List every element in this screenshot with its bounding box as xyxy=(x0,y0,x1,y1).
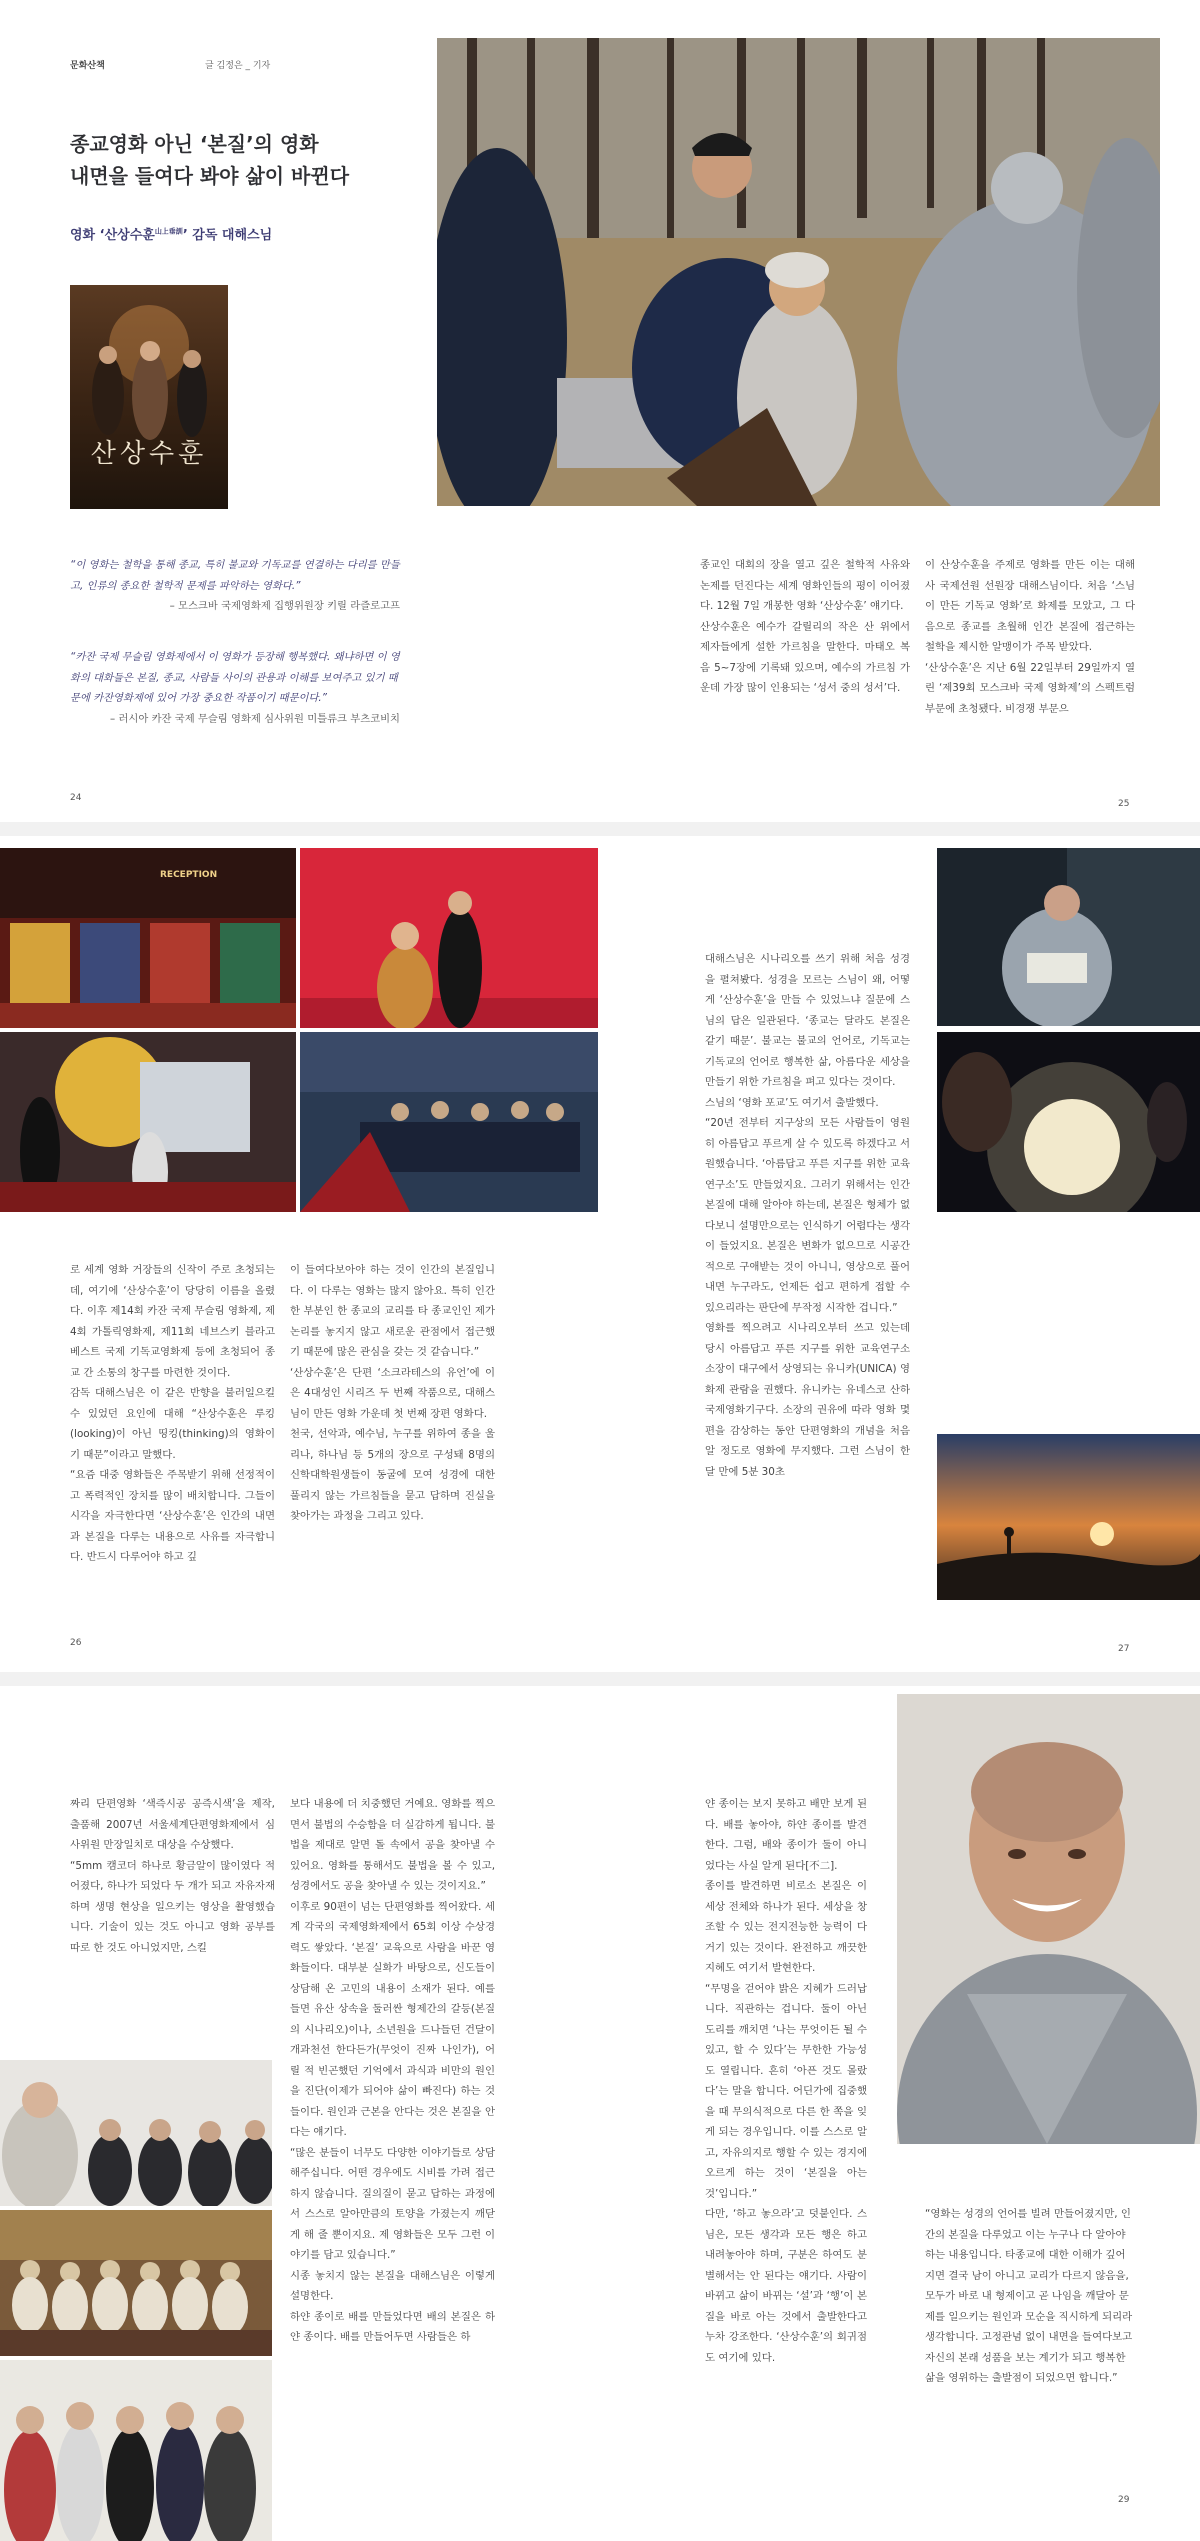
paragraph: 이후로 90편이 넘는 단편영화를 찍어왔다. 세계 각국의 국제영화제에서 65회 이상 수상경력도 쌓았다. ‘본질’ 교육으로 사람을 바꾼 영화들이다. 대부분 실화가 바탕으로, 신도들이 상담해 온 고민의 내용이 소재가 된다. 예를 들면 유산 상속을 둘러싼 형제간의 갈등(본질의 시나리오)이나, 소년원을 드나들던 건달이 개과천선 한다든가(무엇이 진짜 나인가), 어릴 적 빈곤했던 기억에서 과식과 비만의 원인을 진단(이제가 되어야 삶이 빠진다) 하는 것들이다. 원인과 근본을 안다는 것은 본질을 안다는 얘기다. xyxy=(290,1900,495,2138)
red-carpet-photo xyxy=(300,848,598,1028)
title-line-2: 내면을 들여다 봐야 삶이 바뀐다 xyxy=(70,164,350,188)
paragraph: 산상수훈은 예수가 갈릴리의 작은 산 위에서 제자들에게 설한 가르침을 말한다. 마태오 복음 5~7장에 기록돼 있으며, 예수의 가르침 가운데 가장 많이 인용되는 ‘성서 중의 성서’다. xyxy=(700,620,910,694)
quote-1 xyxy=(70,555,400,617)
paragraph: 영화를 찍으려고 시나리오부터 쓰고 있는데 당시 아름답고 푸른 지구를 위한 교육연구소 소장이 대구에서 상영되는 유니카(UNICA) 영화제 관람을 권했다. 유니카는 유네스코 산하 국제영화기구다. 소장의 권유에 따라 영화 몇 편을 감상하는 동안 단편영화의 개념을 처음 알 정도로 영화에 무지했다. 그런 스님이 한 달 만에 5분 30초 xyxy=(705,1322,910,1478)
spread-pages-28-29 xyxy=(0,1686,1200,2541)
section-label: 문화산책 xyxy=(70,61,105,71)
paragraph: 스님의 ‘영화 포교’도 여기서 출발했다. xyxy=(705,1096,879,1109)
paragraph: 로 세계 영화 거장들의 신작이 주로 초청되는데, 여기에 ‘산상수훈’이 당당히 이름을 올렸다. 이후 제14회 카잔 국제 무슬림 영화제, 제4회 가톨릭영화제, 제11회 네브스키 블라고베스트 국제 기독교영화제 등에 초청되어 종교 간 소통의 창구를 마련한 것이다. xyxy=(70,1264,275,1379)
monk-reading-photo xyxy=(937,848,1200,1026)
paragraph: ‘산상수훈’은 지난 6월 22일부터 29일까지 열린 ‘제39회 모스크바 국제 영화제’의 스펙트럼 부문에 초청됐다. 비경쟁 부문으 xyxy=(925,661,1135,715)
article-title xyxy=(70,128,349,192)
paragraph: 보다 내용에 더 치중했던 거예요. 영화를 찍으면서 불법의 수승함을 더 실감하게 됩니다. 불법을 제대로 알면 돌 속에서 공을 찾아낼 수 있어요. 영화를 통해서도 불법을 볼 수 있고, 성경에서도 공을 찾아낼 수 있는 것이지요.” xyxy=(290,1798,495,1892)
title-line-1: 종교영화 아닌 ‘본질’의 영화 xyxy=(70,132,319,156)
quote-1-text: “이 영화는 철학을 통해 종교, 특히 불교와 기독교를 연결하는 다리를 만들고, 인류의 종요한 철학적 문제를 파악하는 영화다.” xyxy=(70,559,400,592)
paragraph: 짜리 단편영화 ‘색즉시공 공즉시색’을 제작, 출품해 2007년 서울세계단편영화제에서 심사위원 만장일치로 대상을 수상했다. xyxy=(70,1798,275,1851)
body-column-1 xyxy=(70,1794,275,1958)
sunset-photo xyxy=(937,1434,1200,1600)
panel-discussion-photo xyxy=(300,1032,598,1212)
body-column-2 xyxy=(290,1260,495,1527)
paragraph: “20년 전부터 지구상의 모든 사람들이 영원히 아름답고 푸르게 살 수 있도록 하겠다고 서원했습니다. ‘아름답고 푸른 지구를 위한 교육연구소’도 만들었지요. 그러기 위해서는 인간 본질에 대해 알아야 하는데, 본질은 형체가 없다보니 설명만으로는 인식하기 어렵다는 생각이 들었지요. 본질은 변화가 없으므로 시공간적으로 구애받는 것이 아니니, 영상으로 풀어내면 누구라도, 언제든 쉽고 편하게 접할 수 있으리라는 판단에 무작정 시작한 겁니다.” xyxy=(705,1117,910,1314)
quote-2-text: “카잔 국제 무슬림 영화제에서 이 영화가 등장해 행복했다. 왜냐하면 이 영화의 대화들은 본질, 종교, 사람들 사이의 관용과 이해를 보여주고 있기 때문에 카잔영화제에 있어 가장 중요한 작품이기 때문이다.” xyxy=(70,651,400,704)
quote-2-attribution: – 러시아 카잔 국제 무슬림 영화제 심사위원 미틀류크 부츠코비치 xyxy=(110,712,400,725)
paragraph: 종교인 대회의 장을 열고 깊은 철학적 사유와 논제를 던진다는 세계 영화인들의 평이 이어졌다. 12월 7일 개봉한 영화 ‘산상수훈’ 얘기다. xyxy=(700,559,910,612)
paragraph: 천국, 선악과, 예수님, 누구를 위하여 종을 울리나, 하나님 등 5개의 장으로 구성돼 8명의 신학대학원생들이 동굴에 모여 성경에 대한 풀리지 않는 가르침들을 묻고 답하며 진실을 찾아가는 과정을 그리고 있다. xyxy=(290,1428,495,1522)
press-event-photo xyxy=(0,1032,296,1212)
page-number-right: 29 xyxy=(1118,2495,1130,2505)
paragraph: 이 산상수훈을 주제로 영화를 만든 이는 대해사 국제선원 선원장 대해스님이다. 처음 ‘스님이 만든 기독교 영화’로 화제를 모았고, 그 다음으로 종교를 초월해 인간 본질에 접근하는 철학을 제시한 알맹이가 주목 받았다. xyxy=(925,559,1135,653)
audience-photo xyxy=(0,2060,272,2206)
theater-lobby-photo xyxy=(0,848,296,1028)
paragraph: 다만, ‘하고 놓으라’고 덧붙인다. 스님은, 모든 생각과 모든 행은 하고 내려놓아야 하며, 구분은 하여도 분별해서는 안 된다는 얘기다. 사람이 바뀌고 삶이 바뀌는 ‘설’과 ‘행’이 본질을 바로 아는 것에서 출발한다고 누차 강조한다. ‘산상수훈’의 회귀점도 여기에 있다. xyxy=(705,2208,867,2364)
spread-pages-26-27 xyxy=(0,836,1200,1670)
paragraph: 얀 종이는 보지 못하고 배만 보게 된다. 배를 놓아야, 하얀 종이를 발견한다. 그럼, 배와 종이가 둘이 아니었다는 사실 알게 된다[不二]. xyxy=(705,1798,867,1872)
body-column-4 xyxy=(925,555,1135,719)
subtitle-hanja: 山上垂訓 xyxy=(154,227,183,236)
closing-quote: “영화는 성경의 언어를 빌려 만들어졌지만, 인간의 본질을 다루었고 이는 누구나 다 알아야 하는 내용입니다. 타종교에 대한 이해가 깊어지면 결국 남이 아니고 교리가 다르지 않음을, 모두가 바로 내 형제이고 곧 나임을 깨달아 문제를 일으키는 원인과 모순을 직시하게 되리라 생각합니다. 고정관념 없이 내면을 들여다보고 자신의 본래 성품을 보는 계기가 되고 행복한 삶을 영위하는 출발점이 되었으면 합니다.” xyxy=(925,2208,1133,2384)
gathering-photo xyxy=(0,2210,272,2356)
paragraph: 대해스님은 시나리오를 쓰기 위해 처음 성경을 펼쳐봤다. 성경을 모르는 스님이 왜, 어떻게 ‘산상수훈’을 만들 수 있었느냐 질문에 스님의 답은 일관된다. ‘종교는 달라도 본질은 같기 때문’. 불교는 불교의 언어로, 기독교는 기독교의 언어로 행복한 삶, 아름다운 세상을 만들기 위한 가르침을 펴고 있다는 것이다. xyxy=(705,953,910,1088)
paragraph: 감독 대해스님은 이 같은 반향을 불러일으킬 수 있었던 요인에 대해 “산상수훈은 루킹(looking)이 아닌 띵킹(thinking)의 영화이기 때문”이라고 말했다. xyxy=(70,1387,275,1461)
paragraph: 시종 놓치지 않는 본질을 대해스님은 이렇게 설명한다. xyxy=(290,2269,495,2302)
body-column-1 xyxy=(70,1260,275,1568)
subtitle-rest: ’ 감독 대해스님 xyxy=(182,228,273,243)
page-number-right: 27 xyxy=(1118,1644,1130,1654)
byline: 글 김정은 _ 기자 xyxy=(205,61,271,71)
paragraph: “많은 분들이 너무도 다양한 이야기들로 상담해주십니다. 어떤 경우에도 시비를 가려 접근하지 않습니다. 질의질이 묻고 답하는 과정에서 스스로 알아만큼의 토양을 가졌는지 깨닫게 해 줄 뿐이지요. 제 영화들은 모두 그런 이야기를 담고 있습니다.” xyxy=(290,2146,495,2261)
body-column-3 xyxy=(705,1794,867,2368)
night-filming-photo xyxy=(937,1032,1200,1212)
paragraph: 이 들여다보아야 하는 것이 인간의 본질입니다. 이 다루는 영화는 많지 않아요. 특히 인간한 부분인 한 종교의 교리를 타 종교인인 제가 논리를 놓지지 않고 새로운 관점에서 접근했기 때문에 많은 관심을 갖는 것 같습니다.” xyxy=(290,1264,495,1358)
paragraph: “요즘 대중 영화들은 주목받기 위해 선정적이고 폭력적인 장치를 많이 배치합니다. 그들이 시각을 자극한다면 ‘산상수훈’은 인간의 내면과 본질을 다루는 내용으로 사유를 자극합니다. 반드시 다루어야 하고 깊 xyxy=(70,1469,275,1563)
spread-divider xyxy=(0,1672,1200,1686)
body-column-3 xyxy=(700,555,910,699)
paragraph: ‘산상수훈’은 단편 ‘소크라테스의 유언’에 이은 4대성인 시리즈 두 번째 작품으로, 대해스님이 만든 영화 가운데 첫 번째 장편 영화다. xyxy=(290,1366,495,1420)
spread-pages-24-25 xyxy=(0,0,1200,818)
article-subtitle xyxy=(70,224,272,243)
body-column-2 xyxy=(290,1794,495,2348)
paragraph: 종이를 발견하면 비로소 본질은 이 세상 전체와 하나가 된다. 세상을 창조할 수 있는 전지전능한 능력이 다 거기 있는 것이다. 완전하고 깨끗한 지혜도 여기서 발현한다. xyxy=(705,1880,867,1974)
page-number-right: 25 xyxy=(1118,799,1130,809)
quote-2 xyxy=(70,647,400,729)
page-number-left: 24 xyxy=(70,793,82,803)
poster-title: 산상수훈 xyxy=(90,439,208,469)
paragraph: “5mm 캠코더 하나로 황금알이 많이였다 적어졌다, 하나가 되었다 두 개가 되고 자유자재하며 생명 현상을 일으키는 영상을 촬영했습니다. 기술이 있는 것도 아니고 영화 공부를 따로 한 것도 아니었지만, 스킬 xyxy=(70,1859,275,1954)
subtitle-film: 영화 ‘산상수훈 xyxy=(70,228,155,243)
reception-sign: RECEPTION xyxy=(160,870,218,880)
paragraph: “무명을 걷어야 밝은 지혜가 드러납니다. 직관하는 겁니다. 둘이 아닌 도리를 깨치면 ‘나는 무엇이든 될 수 있고, 할 수 있다’는 무한한 가능성도 열립니다. 흔히 ‘아픈 것도 몰랐다’는 말을 합니다. 어딘가에 집중했을 때 무의식적으로 다른 한 쪽을 잊게 되는 경우입니다. 이를 스스로 알고, 자유의지로 행할 수 있는 경지에 오르게 하는 것이 ‘본질을 아는 것’입니다.” xyxy=(705,1982,867,2200)
movie-poster xyxy=(70,285,228,509)
paragraph: 하얀 종이로 배를 만들었다면 배의 본질은 하얀 종이다. 배를 만들어두면 사람들은 하 xyxy=(290,2310,495,2343)
group-photo xyxy=(0,2360,272,2541)
director-portrait xyxy=(897,1694,1200,2144)
spread-divider xyxy=(0,822,1200,836)
page-number-left: 26 xyxy=(70,1638,82,1648)
filming-photo xyxy=(437,38,1160,506)
body-column-3 xyxy=(705,949,910,1482)
quote-1-attribution: – 모스크바 국제영화제 집행위원장 키릴 라즐로고프 xyxy=(169,600,400,612)
